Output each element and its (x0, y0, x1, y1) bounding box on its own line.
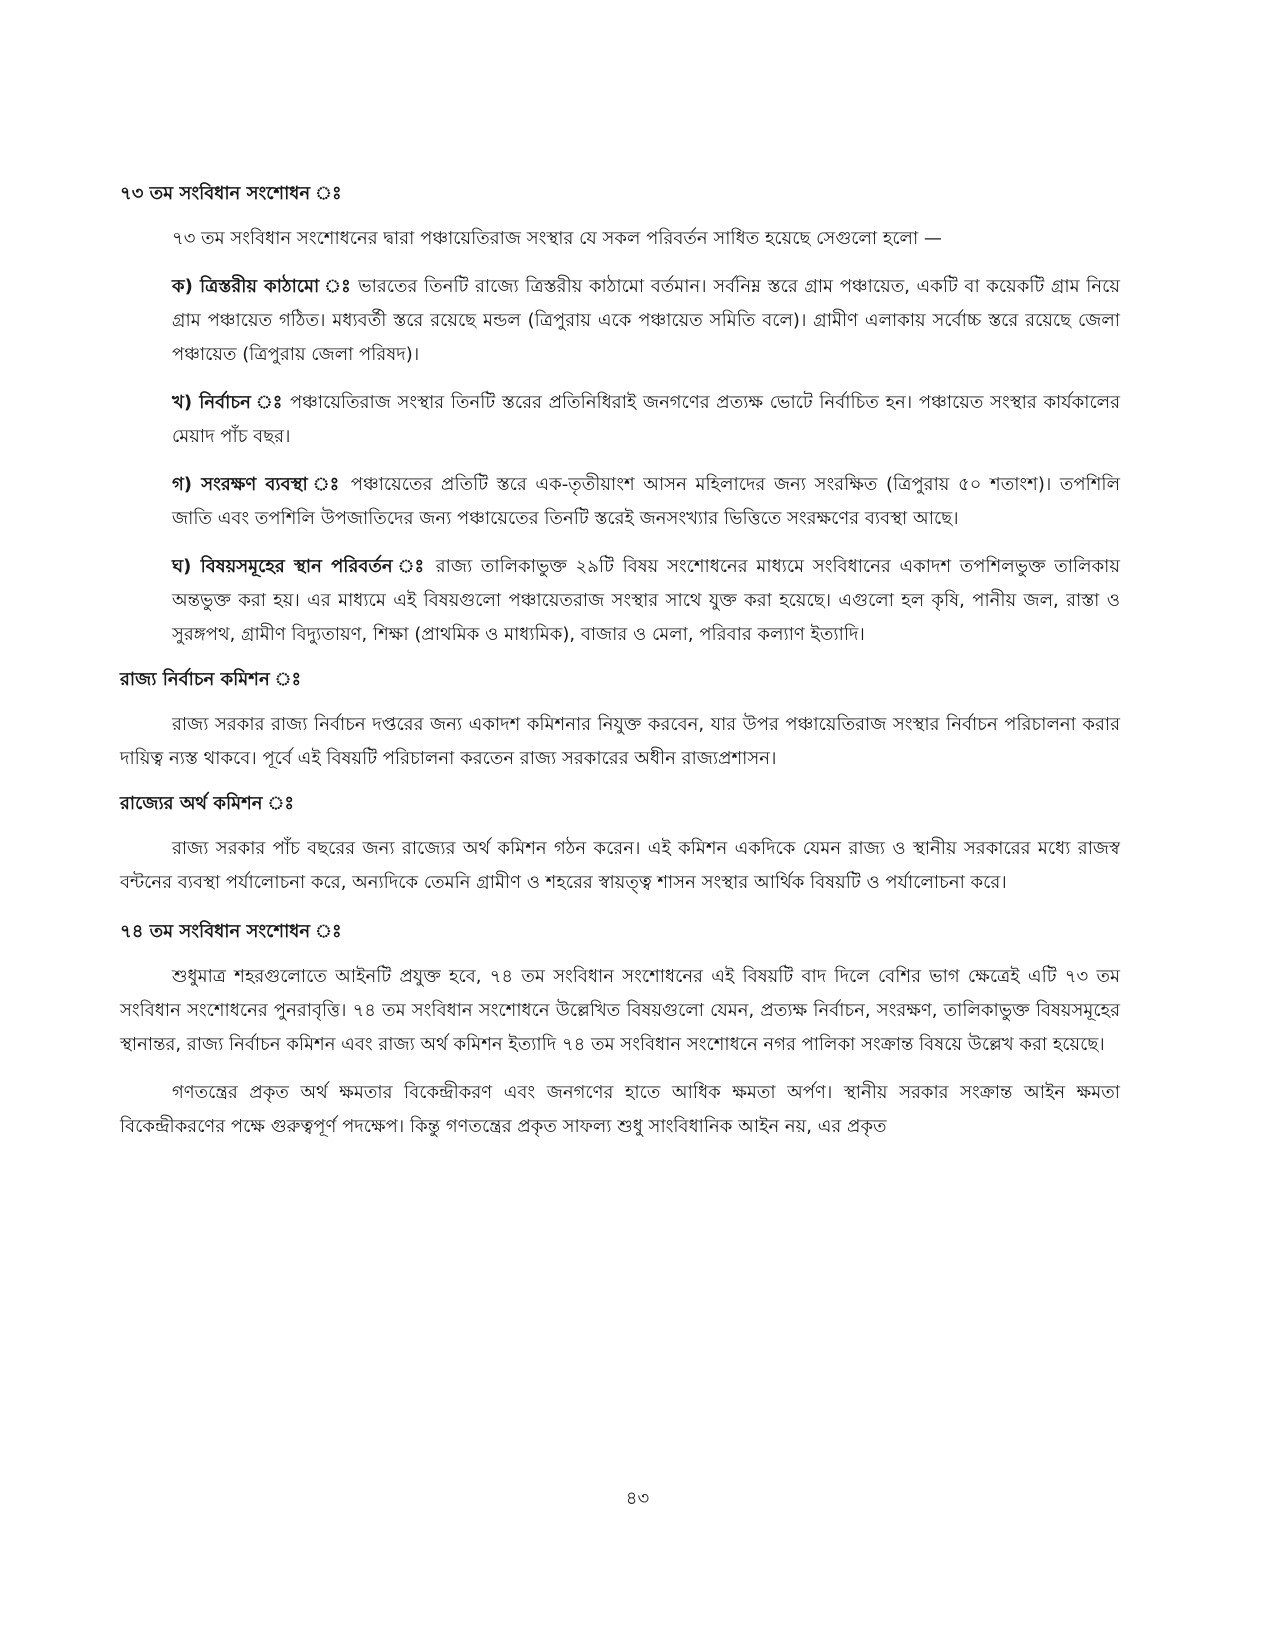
state-election-heading: রাজ্য নির্বাচন কমিশন ঃ (120, 669, 302, 690)
item-election (172, 386, 1120, 454)
page-number: ৪৩ (625, 1488, 650, 1509)
item-text: পঞ্চায়েতের প্রতিটি স্তরে এক-তৃতীয়াংশ আসন মহিলাদের জন্য সংরক্ষিত (ত্রিপুরায় ৫০ শতাংশ)। তপশিলি জাতি এবং তপশিলি উপজাতিদের জন্য পঞ্চায়েতের তিনটি স্তরেই জনসংখ্যার ভিত্তিতে সংরক্ষণের ব্যবস্থা আছে। (172, 474, 1120, 529)
section-73-heading: ৭৩ তম সংবিধান সংশোধন ঃ (120, 183, 342, 204)
state-finance-heading: রাজ্যের অর্থ কমিশন ঃ (120, 793, 294, 814)
item-text: ভারতের তিনটি রাজ্যে ত্রিস্তরীয় কাঠামো বর্তমান। সর্বনিম্ন স্তরে গ্রাম পঞ্চায়েত, একটি বা কয়েকটি গ্রাম নিয়ে গ্রাম পঞ্চায়েত গঠিত। মধ্যবর্তী স্তরে রয়েছে মন্ডল (ত্রিপুরায় একে পঞ্চায়েত সমিতি বলে)। গ্রামীণ এলাকায় সর্বোচ্চ স্তরে রয়েছে জেলা পঞ্চায়েত (ত্রিপুরায় জেলা পরিষদ)। (172, 276, 1120, 365)
item-text: পঞ্চায়েতিরাজ সংস্থার তিনটি স্তরের প্রতিনিধিরাই জনগণের প্রত্যক্ষ ভোটে নির্বাচিত হন। পঞ্চায়েত সংস্থার কার্যকালের মেয়াদ পাঁচ বছর। (172, 392, 1120, 447)
item-reservation (172, 468, 1120, 536)
item-label: ক) ত্রিস্তরীয় কাঠামো ঃ (172, 276, 352, 297)
state-election-text: রাজ্য সরকার রাজ্য নির্বাচন দপ্তরের জন্য একাদশ কমিশনার নিযুক্ত করবেন, যার উপর পঞ্চায়েতিরাজ সংস্থার নির্বাচন পরিচালনা করার দায়িত্ব ন্যস্ত থাকবে। পূর্বে এই বিষয়টি পরিচালনা করতেন রাজ্য সরকারের অধীন রাজ্যপ্রশাসন। (120, 714, 1120, 769)
item-text: রাজ্য তালিকাভুক্ত ২৯টি বিষয় সংশোধনের মাধ্যমে সংবিধানের একাদশ তপশিলভুক্ত তালিকায় অন্তভুক্ত করা হয়। এর মাধ্যমে এই বিষয়গুলো পঞ্চায়েতরাজ সংস্থার সাথে যুক্ত করা হয়েছে। এগুলো হল কৃষি, পানীয় জল, রাস্তা ও সুরঙ্গপথ, গ্রামীণ বিদ্যুতায়ণ, শিক্ষা (প্রাথমিক ও মাধ্যমিক), বাজার ও মেলা, পরিবার কল্যাণ ইত্যাদি। (172, 556, 1121, 645)
item-subject-transfer (172, 550, 1120, 652)
item-label: গ) সংরক্ষণ ব্যবস্থা ঃ (172, 474, 343, 495)
section-73-intro: ৭৩ তম সংবিধান সংশোধনের দ্বারা পঞ্চায়েতিরাজ সংস্থার যে সকল পরিবর্তন সাধিত হয়েছে সেগুলো হলো — (172, 228, 942, 249)
page-content (120, 180, 1120, 1158)
item-label: ঘ) বিষয়সমূহের স্থান পরিবর্তন ঃ (172, 556, 428, 577)
state-finance-text: রাজ্য সরকার পাঁচ বছরের জন্য রাজ্যের অর্থ কমিশন গঠন করেন। এই কমিশন একদিকে যেমন রাজ্য ও স্থানীয় সরকারের মধ্যে রাজস্ব বন্টনের ব্যবস্থা পর্যালোচনা করে, অন্যদিকে তেমনি গ্রামীণ ও শহরের স্বায়ত্ত্ব শাসন সংস্থার আর্থিক বিষয়টি ও পর্যালোচনা করে। (120, 838, 1120, 893)
section-74-heading: ৭৪ তম সংবিধান সংশোধন ঃ (120, 921, 342, 942)
section-74-para-2: গণতন্ত্রের প্রকৃত অর্থ ক্ষমতার বিকেন্দ্রীকরণ এবং জনগণের হাতে আধিক ক্ষমতা অর্পণ। স্থানীয় সরকার সংক্রান্ত আইন ক্ষমতা বিকেন্দ্রীকরণের পক্ষে গুরুত্বপূর্ণ পদক্ষেপ। কিন্তু গণতন্ত্রের প্রকৃত সাফল্য শুধু সাংবিধানিক আইন নয়, এর প্রকৃত (120, 1082, 1120, 1137)
section-74-para-1: শুধুমাত্র শহরগুলোতে আইনটি প্রযুক্ত হবে, ৭৪ তম সংবিধান সংশোধনের এই বিষয়টি বাদ দিলে বেশির ভাগ ক্ষেত্রেই এটি ৭৩ তম সংবিধান সংশোধনের পুনরাবৃত্তি। ৭৪ তম সংবিধান সংশোধনে উল্লেখিত বিষয়গুলো যেমন, প্রত্যক্ষ নির্বাচন, সংরক্ষণ, তালিকাভুক্ত বিষয়সমূহের স্থানান্তর, রাজ্য নির্বাচন কমিশন এবং রাজ্য অর্থ কমিশন ইত্যাদি ৭৪ তম সংবিধান সংশোধনে নগর পালিকা সংক্রান্ত বিষয়ে উল্লেখ করা হয়েছে। (120, 966, 1120, 1055)
item-three-tier-structure (172, 270, 1120, 372)
item-label: খ) নির্বাচন ঃ (172, 392, 284, 413)
